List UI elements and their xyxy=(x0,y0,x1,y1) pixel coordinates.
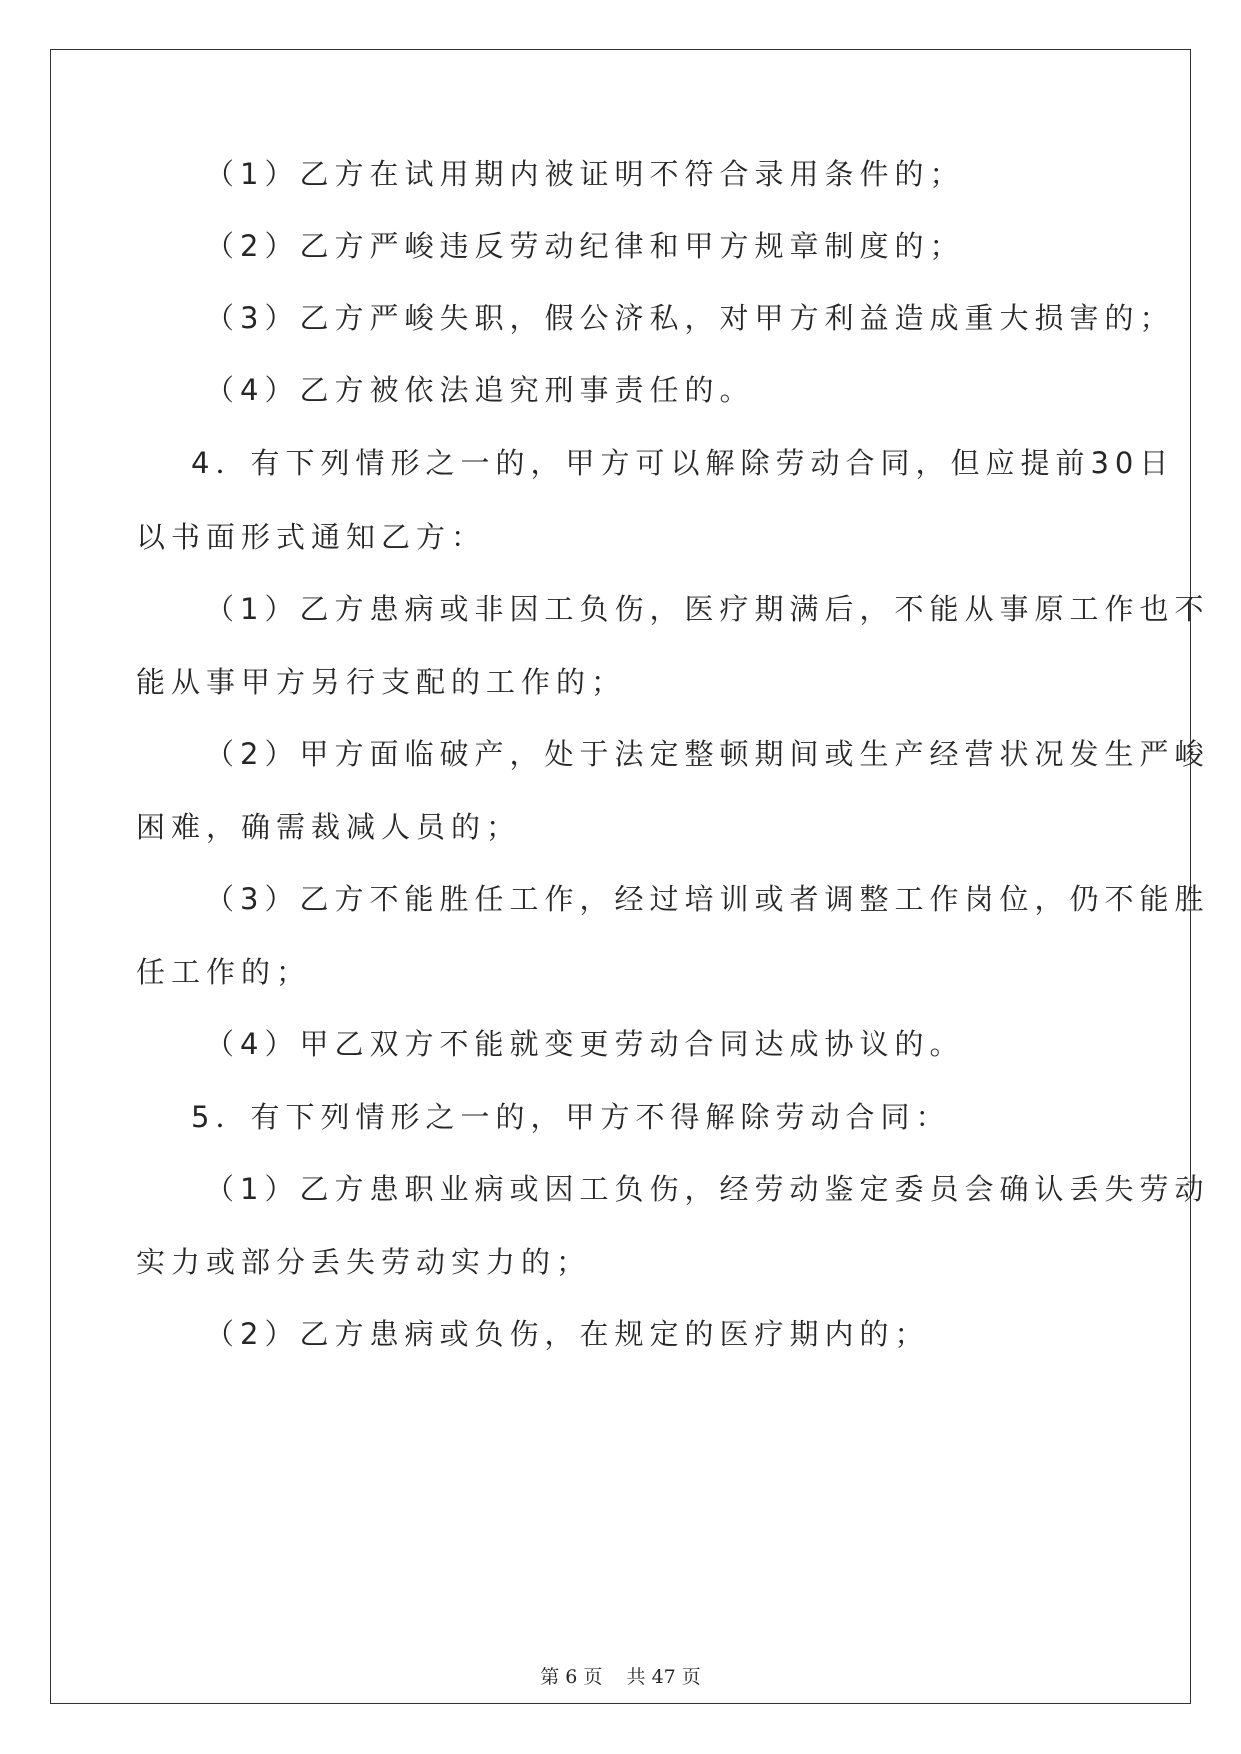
clause-5-item-1: （1）乙方患职业病或因工负伤，经劳动鉴定委员会确认丢失劳动 xyxy=(205,1172,1210,1206)
clause-4-item-2-cont: 困难，确需裁减人员的； xyxy=(136,810,522,844)
clause-5-item-1-cont: 实力或部分丢失劳动实力的； xyxy=(136,1245,592,1279)
clause-3-item-4: （4）乙方被依法追究刑事责任的。 xyxy=(205,373,755,407)
clause-4-item-1-cont: 能从事甲方另行支配的工作的； xyxy=(136,665,627,699)
clause-4-item-3-cont: 任工作的； xyxy=(136,955,312,989)
clause-5-heading: 5．有下列情形之一的，甲方不得解除劳动合同： xyxy=(191,1100,951,1134)
clause-5-item-2: （2）乙方患病或负伤，在规定的医疗期内的； xyxy=(205,1317,930,1351)
clause-4-heading: 4．有下列情形之一的，甲方可以解除劳动合同，但应提前30日 xyxy=(191,446,1175,480)
clause-3-item-3: （3）乙方严峻失职，假公济私，对甲方利益造成重大损害的； xyxy=(205,301,1175,335)
clause-4-item-4: （4）甲乙双方不能就变更劳动合同达成协议的。 xyxy=(205,1027,965,1061)
clause-4-item-2: （2）甲方面临破产，处于法定整顿期间或生产经营状况发生严峻 xyxy=(205,737,1210,771)
clause-3-item-1: （1）乙方在试用期内被证明不符合录用条件的； xyxy=(205,157,965,191)
clause-4-item-3: （3）乙方不能胜任工作，经过培训或者调整工作岗位，仍不能胜 xyxy=(205,882,1210,916)
clause-4-item-1: （1）乙方患病或非因工负伤，医疗期满后，不能从事原工作也不 xyxy=(205,592,1210,626)
page-number-footer: 第 6 页 共 47 页 xyxy=(540,1666,701,1688)
clause-4-heading-cont: 以书面形式通知乙方： xyxy=(136,520,487,554)
clause-3-item-2: （2）乙方严峻违反劳动纪律和甲方规章制度的； xyxy=(205,229,965,263)
